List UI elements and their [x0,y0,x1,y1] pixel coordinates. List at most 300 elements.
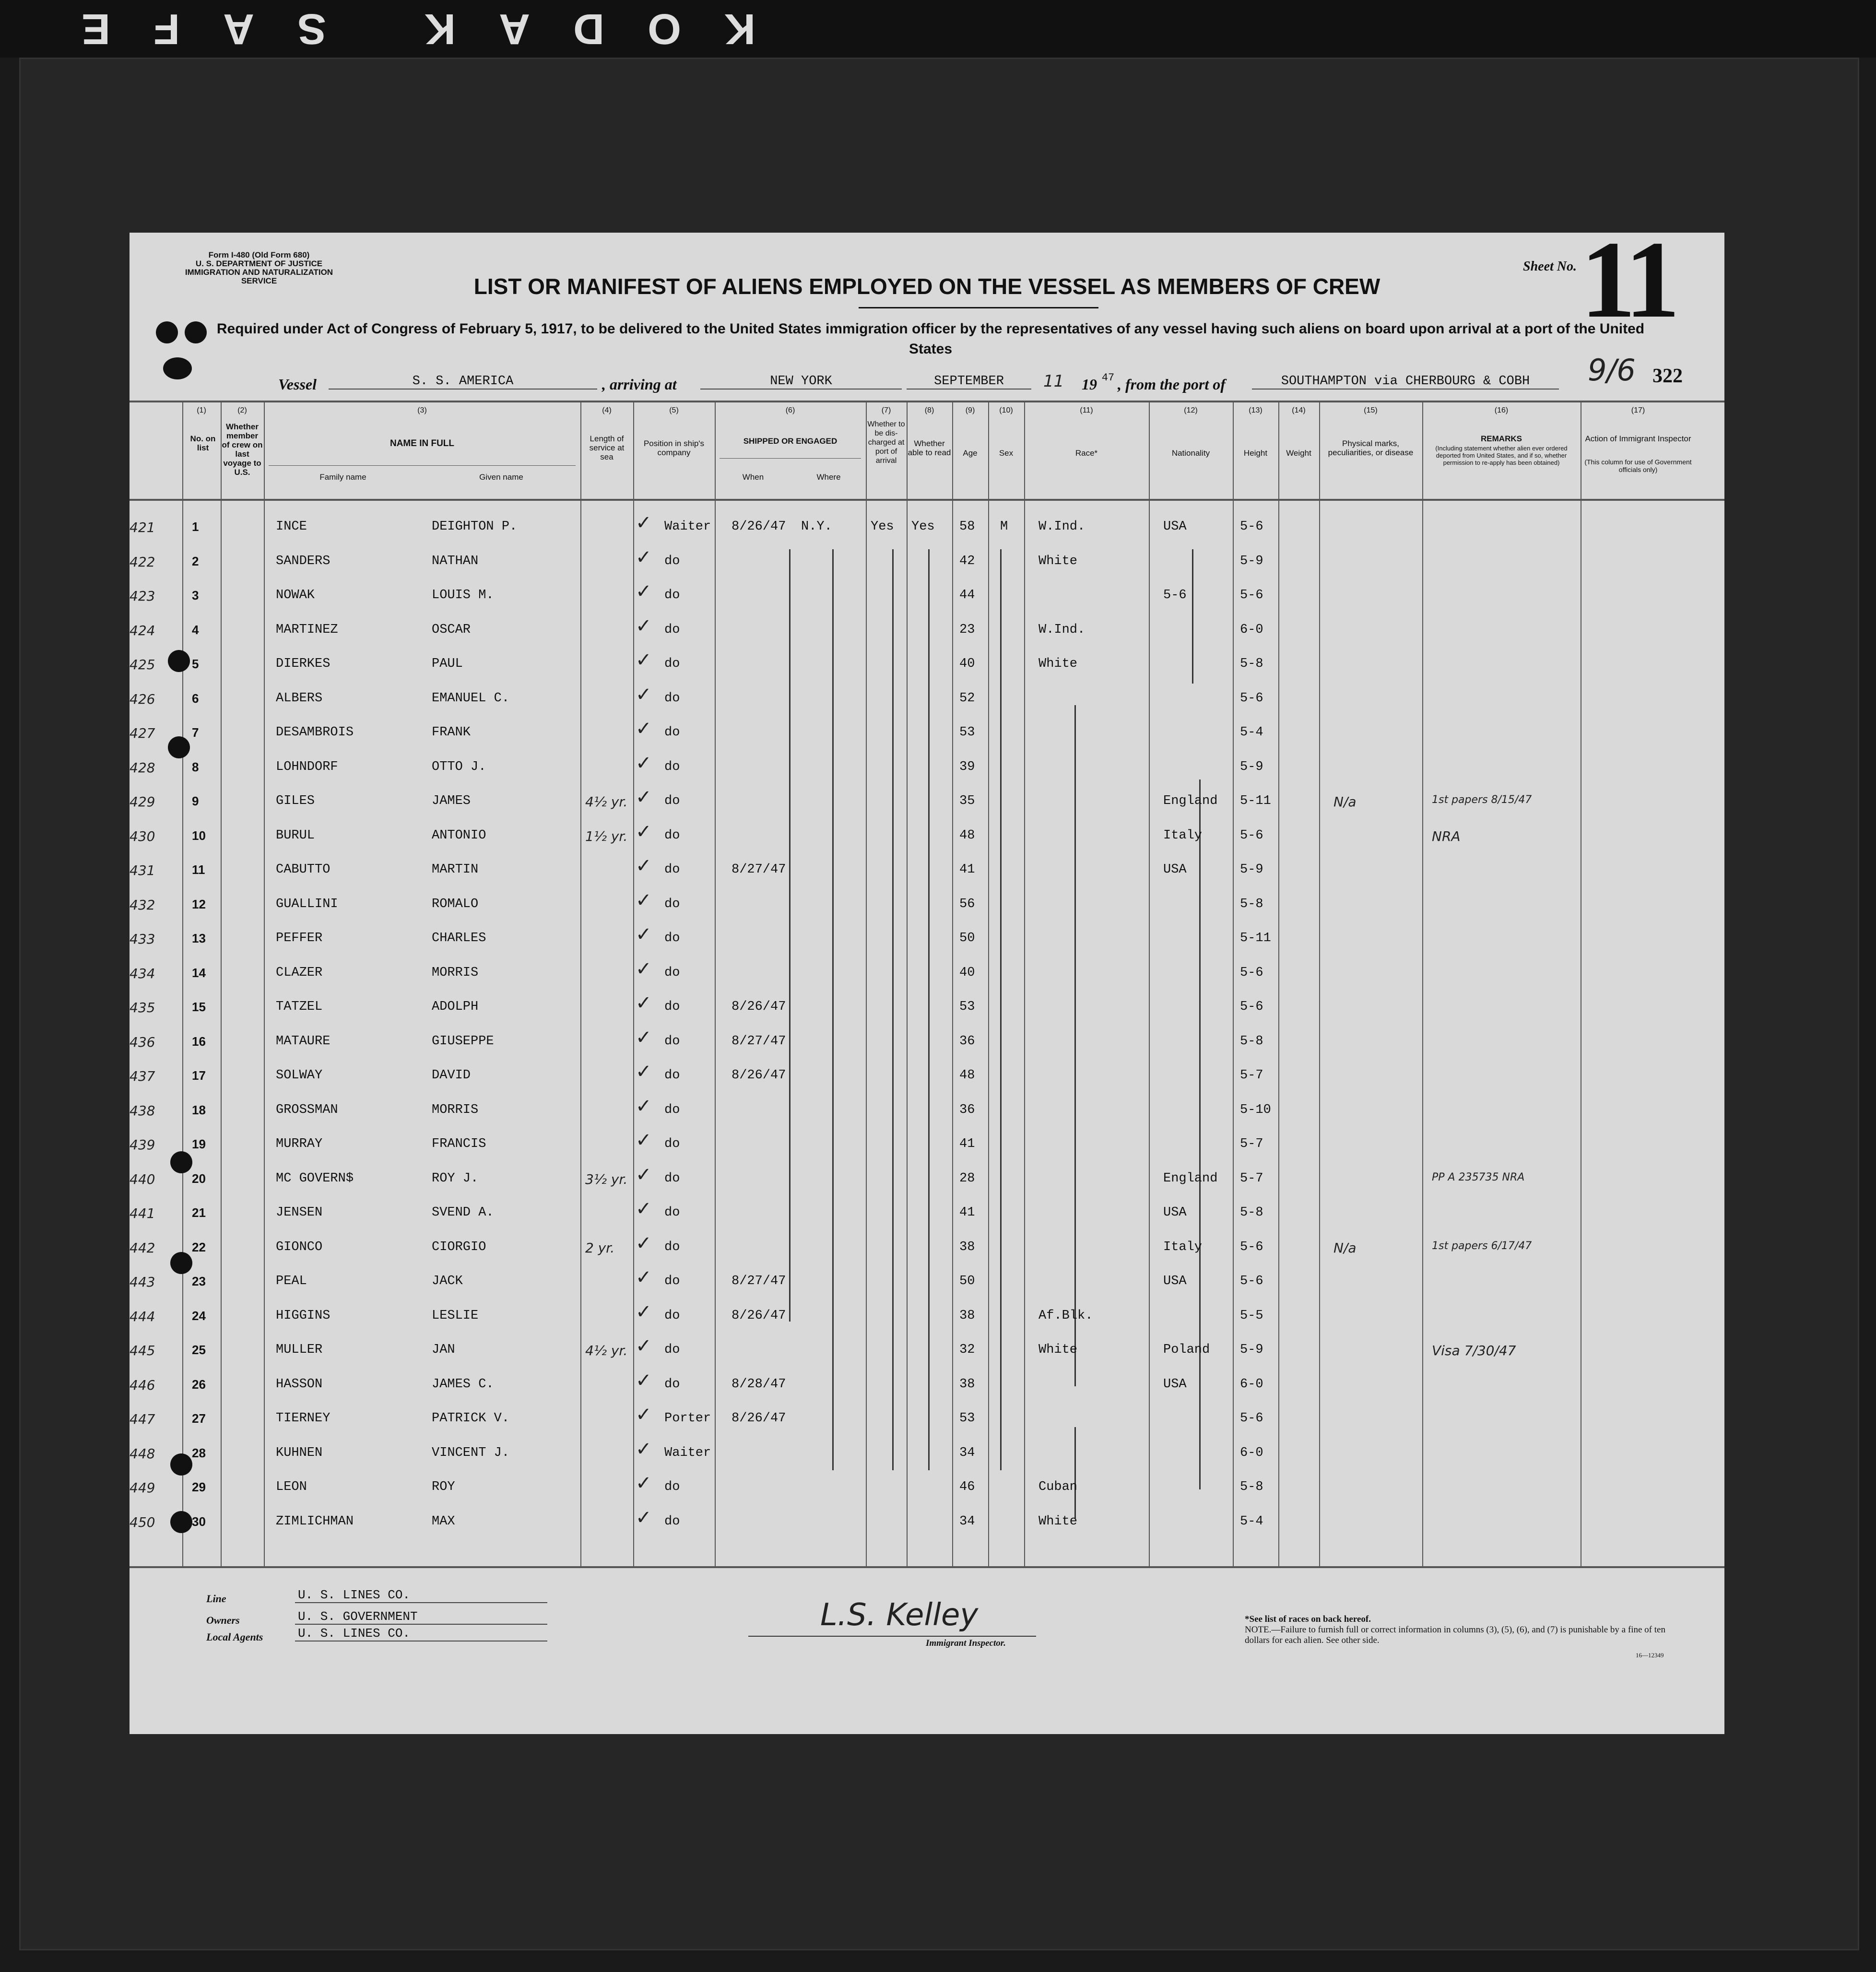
race: Cuban [1038,1480,1078,1494]
row-reference: 422 [130,554,155,570]
given-name: SVEND A. [432,1205,494,1220]
row-reference: 423 [130,588,155,604]
position: Waiter [664,520,711,534]
position: do [664,1068,680,1083]
check-mark-icon: ✓ [636,1472,652,1494]
family-name: TATZEL [276,1000,323,1014]
col-header-discharged: Whether to be dis-charged at port of arrival [867,420,905,465]
form-title: LIST OR MANIFEST OF ALIENS EMPLOYED ON THE VESSEL AS MEMBERS OF CREW [473,274,1380,299]
film-edge [0,0,1876,58]
crew-table [130,401,1724,1566]
family-name: GILES [276,794,315,808]
race: White [1038,1514,1078,1529]
table-row [130,614,1724,648]
check-mark-icon: ✓ [636,1300,652,1323]
check-mark-icon: ✓ [636,1369,652,1392]
given-name: OSCAR [432,622,471,637]
check-mark-icon: ✓ [636,1129,652,1151]
penalty-note: NOTE.—Failure to furnish full or correct information in columns (3), (5), (6), and (7) is punishable by a fine of ten dollars for each alien. See other side. [1245,1625,1665,1645]
arrival-month: SEPTEMBER [907,374,1031,390]
given-name: EMANUEL C. [432,691,510,706]
shipped-when: 8/28/47 [732,1377,786,1392]
col-num-11: (11) [1080,406,1093,414]
row-reference: 437 [130,1068,155,1084]
given-name: CIORGIO [432,1240,486,1254]
position: do [664,1137,680,1151]
remarks: Visa 7/30/47 [1432,1343,1516,1358]
given-name: JACK [432,1274,463,1288]
physical-marks: N/a [1333,794,1357,810]
check-mark-icon: ✓ [636,1095,652,1117]
shipped-where: N.Y. [801,520,832,534]
family-name: MULLER [276,1343,323,1357]
table-row [130,1197,1724,1230]
col-num-4: (4) [602,406,612,414]
given-name: NATHAN [432,554,479,568]
given-name: ROY [432,1480,455,1494]
shipped-when: 8/26/47 [732,1411,786,1426]
from-label: , from the port of [1118,376,1226,393]
form-department: U. S. DEPARTMENT OF JUSTICE [195,259,323,268]
height: 5-6 [1240,588,1263,602]
check-mark-icon: ✓ [636,786,652,808]
shipped-when: 8/26/47 [732,1000,786,1014]
row-reference: 445 [130,1343,155,1358]
line-number: 17 [192,1068,206,1083]
row-reference: 438 [130,1102,155,1119]
row-reference: 432 [130,897,155,913]
col-header-position: Position in ship's company [643,439,705,457]
height: 5-9 [1240,759,1263,774]
family-name: KUHNEN [276,1445,323,1460]
position: do [664,965,680,980]
family-name: HIGGINS [276,1308,330,1323]
position: do [664,1308,680,1323]
sheet-label: Sheet No. [1523,259,1577,274]
height: 5-8 [1240,897,1263,911]
line-number: 8 [192,759,199,774]
length-of-service: 4½ yr. [585,794,628,810]
remarks: PP A 235735 NRA [1432,1171,1525,1183]
table-row [130,1094,1724,1128]
form-footer [130,1576,1724,1720]
height: 6-0 [1240,622,1263,637]
form-subtitle: Required under Act of Congress of February 5, 1917, to be delivered to the United States immigration officer by the representatives of any vessel having such aliens on board upon arrival at a port of the United States [216,321,1645,357]
given-name: ADOLPH [432,1000,479,1014]
col-num-13: (13) [1249,406,1262,414]
check-mark-icon: ✓ [636,512,652,534]
age: 36 [959,1034,975,1049]
col-header-read: Whether able to read [908,439,951,457]
table-row [130,1369,1724,1402]
age: 46 [959,1480,975,1494]
height: 5-6 [1240,691,1263,706]
age: 34 [959,1445,975,1460]
shipped-when: 8/26/47 [732,1308,786,1323]
arrival-year: 47 [1101,372,1115,384]
col-num-6: (6) [785,406,795,414]
nationality: England [1163,794,1218,808]
form-service: IMMIGRATION AND NATURALIZATION SERVICE [185,268,333,285]
given-name: JAMES [432,794,471,808]
table-row [130,1231,1724,1265]
row-reference: 428 [130,759,155,776]
col-subheader-action: (This column for use of Government officials only) [1584,458,1692,473]
col-num-16: (16) [1494,406,1509,414]
row-reference: 431 [130,862,155,878]
age: 52 [959,691,975,706]
line-number: 18 [192,1102,206,1117]
line-number: 23 [192,1274,206,1288]
line-number: 1 [192,520,199,534]
line-number: 27 [192,1411,206,1426]
position: Waiter [664,1445,711,1460]
able-to-read: Yes [911,520,935,534]
family-name: PEAL [276,1274,307,1288]
height: 5-9 [1240,554,1263,568]
family-name: JENSEN [276,1205,323,1220]
age: 53 [959,725,975,740]
inspector-signature: L.S. Kelley [820,1597,979,1633]
table-row [130,683,1724,716]
col-num-7: (7) [881,406,891,414]
nationality: England [1163,1171,1218,1186]
line-number: 28 [192,1445,206,1460]
family-name: HASSON [276,1377,323,1392]
line-label: Line [206,1593,226,1605]
race: Af.Blk. [1038,1308,1093,1323]
height: 5-9 [1240,1343,1263,1357]
check-mark-icon: ✓ [636,1026,652,1049]
race: White [1038,1343,1078,1357]
row-reference: 430 [130,828,155,844]
position: do [664,759,680,774]
arrival-day: 11 [1043,372,1064,391]
check-mark-icon: ✓ [636,1163,652,1186]
position: do [664,1377,680,1392]
position: do [664,725,680,740]
row-reference: 448 [130,1445,155,1462]
height: 5-11 [1240,794,1271,808]
col-num-2: (2) [237,406,247,414]
check-mark-icon: ✓ [636,1232,652,1254]
row-reference: 443 [130,1274,155,1290]
family-name: MARTINEZ [276,622,338,637]
shipped-when: 8/26/47 [732,520,786,534]
age: 41 [959,862,975,877]
discharged-at-port: Yes [871,520,894,534]
table-row [130,648,1724,682]
arriving-label: , arriving at [602,376,677,393]
agents-label: Local Agents [206,1631,263,1643]
age: 39 [959,759,975,774]
height: 5-5 [1240,1308,1263,1323]
table-row [130,922,1724,956]
check-mark-icon: ✓ [636,1266,652,1288]
age: 50 [959,931,975,945]
line-number: 3 [192,588,199,602]
check-mark-icon: ✓ [636,923,652,945]
name-subrule [269,465,576,466]
table-row [130,717,1724,750]
check-mark-icon: ✓ [636,614,652,637]
col-subheader-given: Given name [479,472,523,482]
shipped-subrule [720,458,861,459]
row-reference: 450 [130,1514,155,1530]
col-subheader-when: When [742,472,764,482]
height: 5-6 [1240,520,1263,534]
line-number: 6 [192,691,199,706]
check-mark-icon: ✓ [636,1438,652,1460]
age: 40 [959,965,975,980]
given-name: MORRIS [432,1102,479,1117]
table-row [130,751,1724,785]
family-name: SANDERS [276,554,330,568]
height: 5-6 [1240,1000,1263,1014]
row-reference: 425 [130,657,155,673]
shipping-line: U. S. LINES CO. [295,1588,547,1603]
row-reference: 426 [130,691,155,707]
line-number: 19 [192,1137,206,1151]
age: 40 [959,657,975,671]
height: 5-7 [1240,1068,1263,1083]
table-bottom-rule [130,1566,1724,1568]
line-number: 10 [192,828,206,843]
table-row [130,957,1724,991]
table-row [130,579,1724,613]
check-mark-icon: ✓ [636,718,652,740]
table-row [130,1471,1724,1505]
race: W.Ind. [1038,520,1085,534]
col-header-race: Race* [1075,449,1098,458]
family-name: ZIMLICHMAN [276,1514,354,1529]
race: W.Ind. [1038,622,1085,637]
position: do [664,588,680,602]
height: 5-6 [1240,1274,1263,1288]
position: do [664,1000,680,1014]
col-subheader-family: Family name [319,472,366,482]
family-name: BURUL [276,828,315,843]
line-number: 4 [192,622,199,637]
col-num-15: (15) [1364,406,1378,414]
given-name: LOUIS M. [432,588,494,602]
check-mark-icon: ✓ [636,683,652,706]
check-mark-icon: ✓ [636,649,652,671]
given-name: ROY J. [432,1171,479,1186]
position: do [664,1102,680,1117]
check-mark-icon: ✓ [636,1335,652,1357]
height: 5-8 [1240,1205,1263,1220]
position: do [664,1480,680,1494]
family-name: INCE [276,520,307,534]
col-header-service: Length of service at sea [589,434,625,461]
remarks: 1st papers 6/17/47 [1432,1240,1532,1252]
nationality: USA [1163,1205,1187,1220]
age: 36 [959,1102,975,1117]
given-name: PATRICK V. [432,1411,510,1426]
col-num-9: (9) [965,406,975,414]
race: White [1038,554,1078,568]
manifest-sheet [130,218,1724,1734]
col-num-8: (8) [924,406,934,414]
family-name: CABUTTO [276,862,330,877]
title-underline [859,307,1098,308]
line-number: 30 [192,1514,206,1529]
line-number: 7 [192,725,199,740]
table-row [130,1060,1724,1093]
position: do [664,828,680,843]
given-name: GIUSEPPE [432,1034,494,1049]
col-header-weight: Weight [1286,449,1311,458]
nationality: Italy [1163,1240,1203,1254]
col-header-last-voyage: Whether member of crew on last voyage to U.S. [222,422,263,477]
nationality: USA [1163,1377,1187,1392]
row-reference: 447 [130,1411,155,1427]
check-mark-icon: ✓ [636,889,652,911]
height: 5-11 [1240,931,1271,945]
nationality: USA [1163,1274,1187,1288]
line-number: 14 [192,965,206,980]
position: do [664,794,680,808]
family-name: SOLWAY [276,1068,323,1083]
check-mark-icon: ✓ [636,1404,652,1426]
age: 56 [959,897,975,911]
family-name: PEFFER [276,931,323,945]
form-number: Form I-480 (Old Form 680) [208,250,310,260]
family-name: NOWAK [276,588,315,602]
local-agents: U. S. LINES CO. [295,1626,547,1641]
handwritten-annotation: 9/6 [1588,353,1636,388]
col-num-3: (3) [417,406,427,414]
position: Porter [664,1411,711,1426]
col-num-1: (1) [197,406,206,414]
table-row [130,1334,1724,1368]
height: 6-0 [1240,1445,1263,1460]
from-port: SOUTHAMPTON via CHERBOURG & COBH [1252,374,1559,390]
family-name: GUALLINI [276,897,338,911]
col-header-age: Age [963,449,978,458]
position: do [664,897,680,911]
family-name: CLAZER [276,965,323,980]
row-reference: 436 [130,1034,155,1050]
table-row [130,888,1724,922]
check-mark-icon: ✓ [636,992,652,1014]
height: 5-6 [1240,965,1263,980]
line-number: 29 [192,1480,206,1494]
height: 5-7 [1240,1171,1263,1186]
position: do [664,1514,680,1529]
col-header-nationality: Nationality [1171,449,1210,458]
height: 5-6 [1240,828,1263,843]
line-number: 13 [192,931,206,945]
film-edge-text: KODAK SAFE [38,5,756,53]
age: 42 [959,554,975,568]
vessel-label: Vessel [278,376,317,393]
given-name: MORRIS [432,965,479,980]
given-name: PAUL [432,657,463,671]
check-mark-icon: ✓ [636,752,652,774]
print-code: 16—12349 [1636,1652,1664,1659]
row-reference: 435 [130,1000,155,1016]
vessel-name: S. S. AMERICA [329,374,597,390]
position: do [664,554,680,568]
age: 53 [959,1000,975,1014]
height: 5-8 [1240,657,1263,671]
shipped-when: 8/26/47 [732,1068,786,1083]
given-name: OTTO J. [432,759,486,774]
given-name: CHARLES [432,931,486,945]
height: 5-7 [1240,1137,1263,1151]
height: 5-8 [1240,1480,1263,1494]
check-mark-icon: ✓ [636,1506,652,1529]
table-top-rule [130,401,1724,402]
owners-label: Owners [206,1614,240,1626]
family-name: GROSSMAN [276,1102,338,1117]
height: 5-9 [1240,862,1263,877]
age: 32 [959,1343,975,1357]
row-reference: 439 [130,1137,155,1153]
age: 48 [959,828,975,843]
shipped-when: 8/27/47 [732,862,786,877]
punch-hole [185,321,207,343]
position: do [664,931,680,945]
line-number: 2 [192,554,199,568]
line-number: 9 [192,794,199,808]
col-header-height: Height [1243,449,1268,458]
row-reference: 442 [130,1240,155,1256]
age: 41 [959,1137,975,1151]
table-row [130,785,1724,819]
line-number: 22 [192,1240,206,1254]
race: White [1038,657,1078,671]
length-of-service: 3½ yr. [585,1171,628,1187]
age: 38 [959,1240,975,1254]
check-mark-icon: ✓ [636,1061,652,1083]
col-subheader-remarks: (Including statement whether alien ever ordered deported from United States, and if so, whether permission to re-apply has been obtained) [1435,445,1568,466]
check-mark-icon: ✓ [636,855,652,877]
nationality: USA [1163,520,1187,534]
family-name: LEON [276,1480,307,1494]
age: 50 [959,1274,975,1288]
row-reference: 441 [130,1205,155,1221]
line-number: 11 [192,862,205,877]
position: do [664,1240,680,1254]
row-reference: 424 [130,622,155,638]
col-num-5: (5) [669,406,679,414]
vessel-owners: U. S. GOVERNMENT [295,1609,547,1625]
table-row [130,1437,1724,1471]
given-name: DAVID [432,1068,471,1083]
age: 38 [959,1377,975,1392]
col-header-sex: Sex [999,449,1014,458]
col-header-shipped: SHIPPED OR ENGAGED [743,437,838,446]
family-name: DESAMBROIS [276,725,354,740]
family-name: TIERNEY [276,1411,330,1426]
line-number: 5 [192,657,199,671]
col-header-action: Action of Immigrant Inspector [1585,434,1691,443]
row-reference: 421 [130,520,155,535]
nationality: Poland [1163,1343,1210,1357]
family-name: ALBERS [276,691,323,706]
arrival-port: NEW YORK [700,374,902,390]
row-reference: 433 [130,931,155,947]
shipped-when: 8/27/47 [732,1274,786,1288]
line-number: 12 [192,897,206,911]
row-reference: 449 [130,1480,155,1496]
height: 5-4 [1240,1514,1263,1529]
table-row [130,991,1724,1025]
header-bottom-rule [130,499,1724,501]
